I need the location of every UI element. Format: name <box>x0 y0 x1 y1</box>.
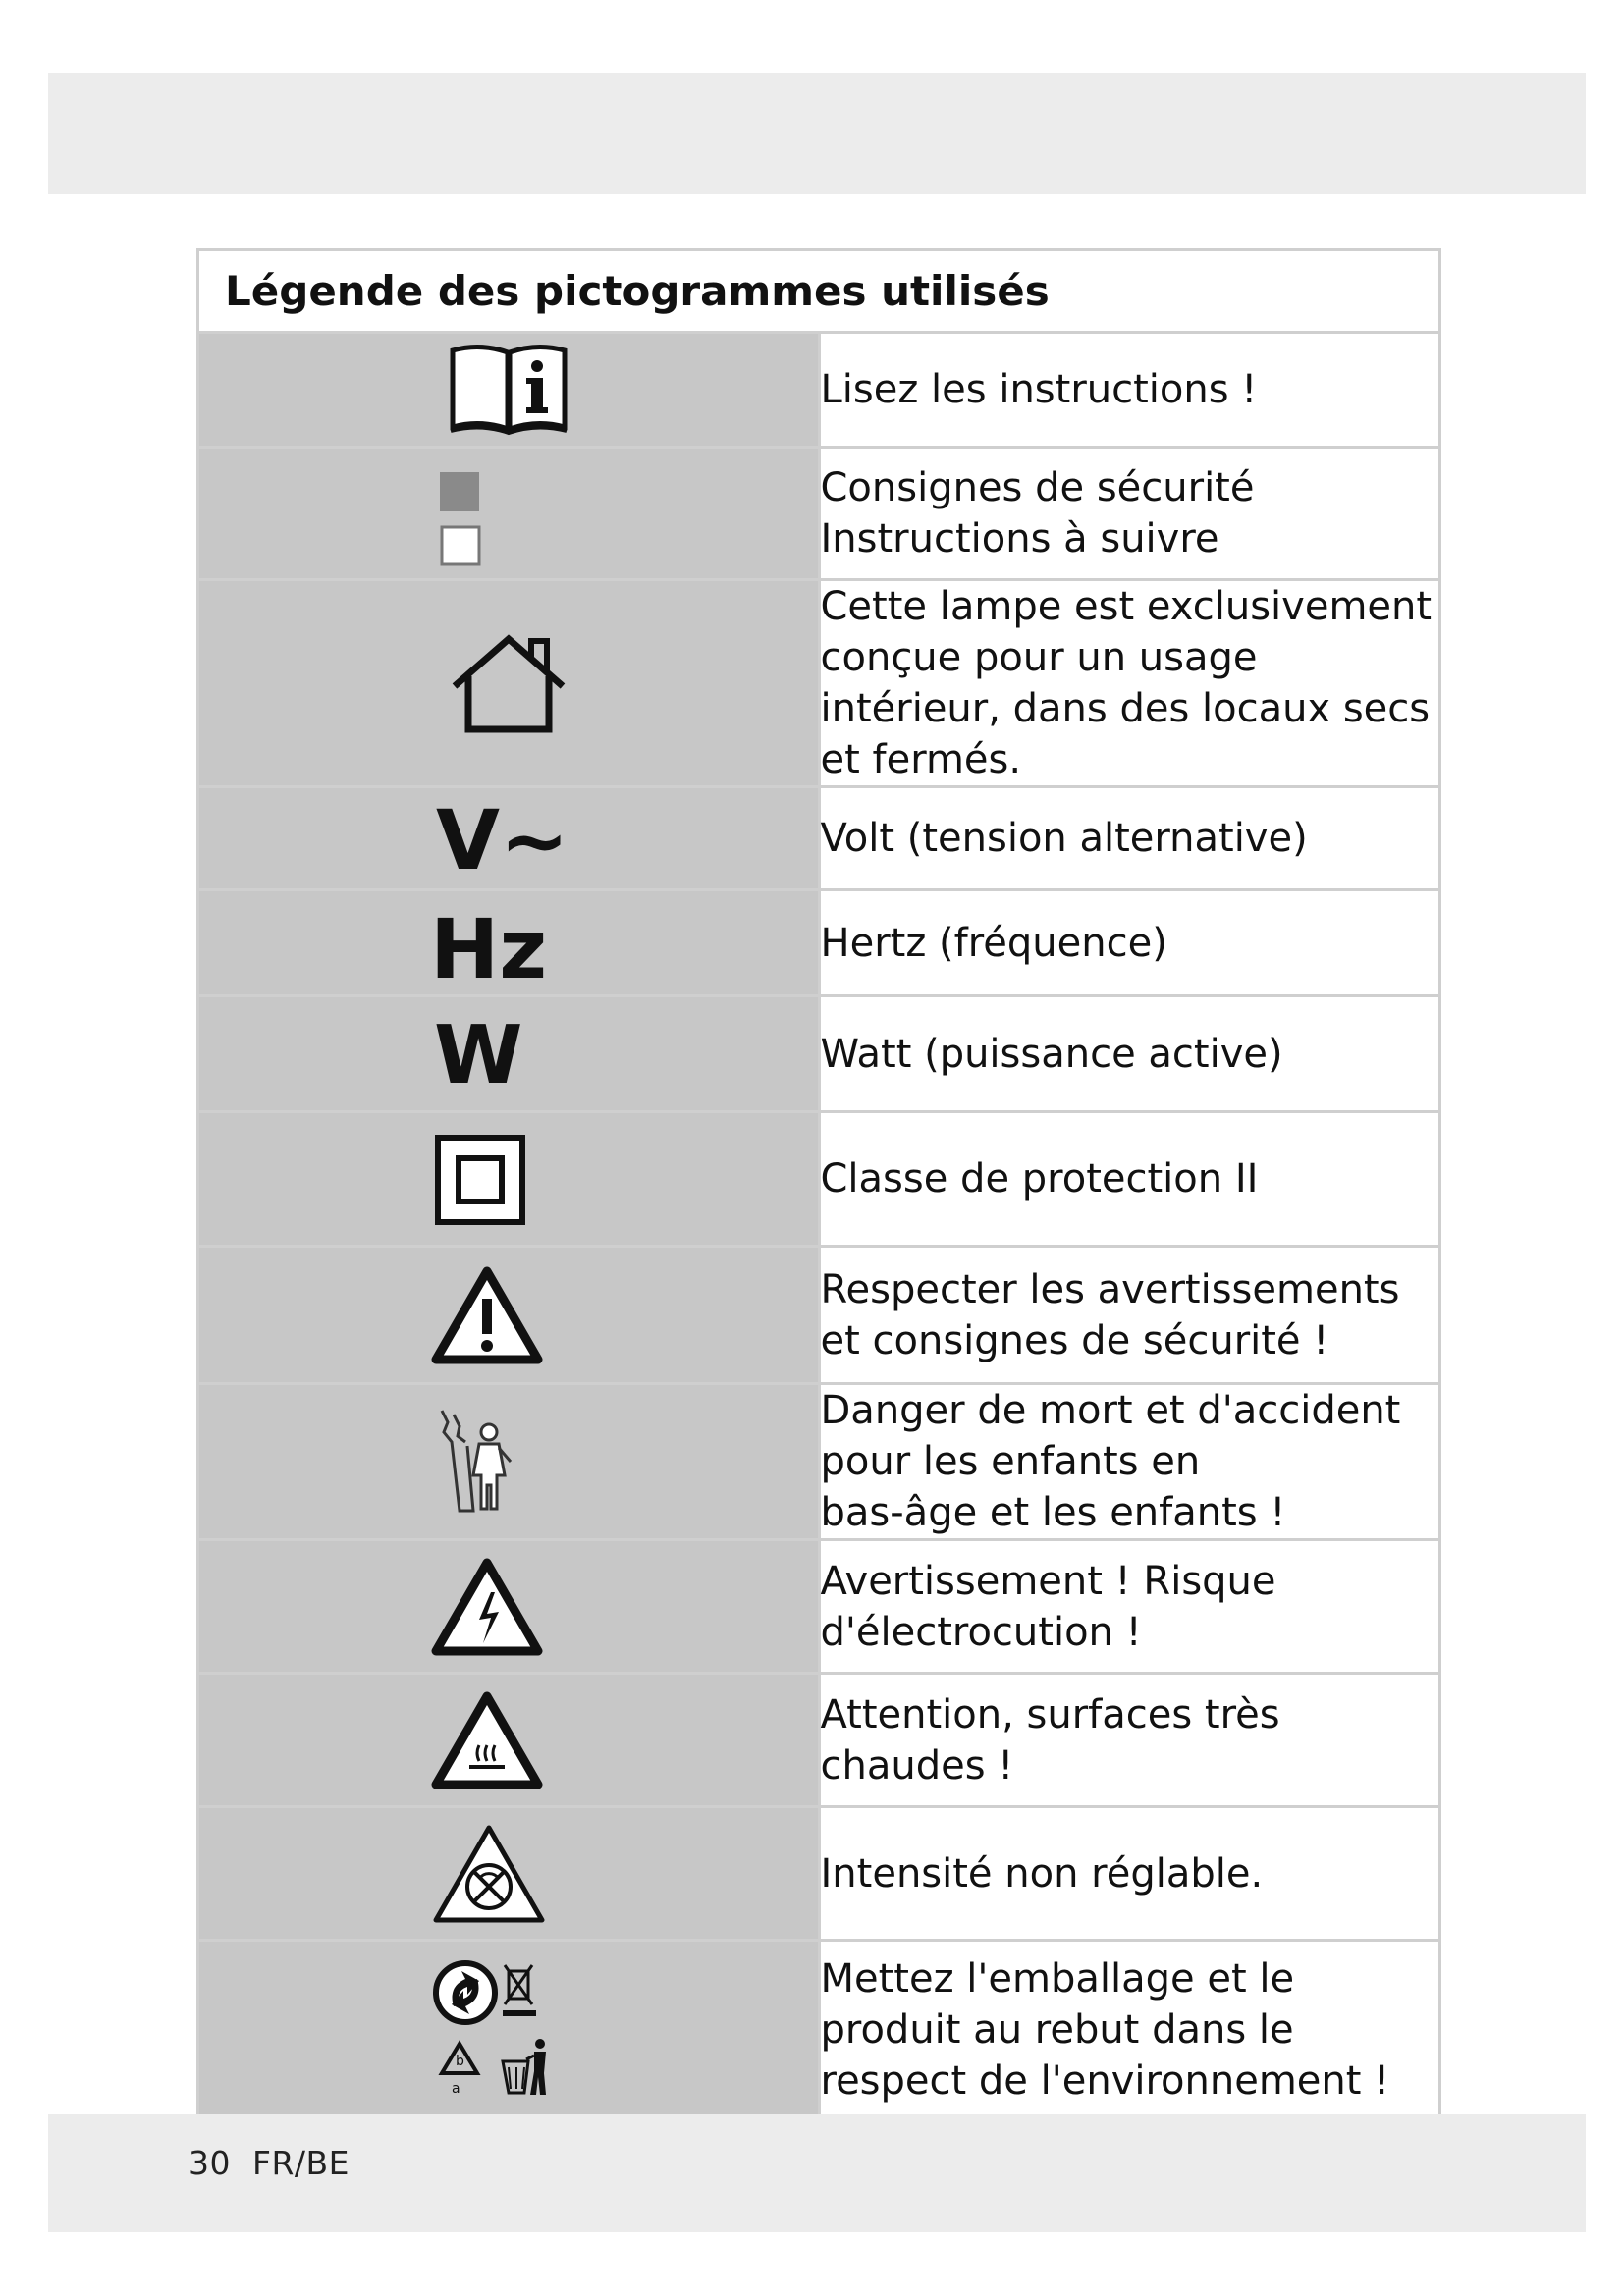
legend-row <box>198 1807 1440 1941</box>
no-dimming-icon <box>198 1807 820 1941</box>
crossed-bin-icon <box>503 1965 536 2016</box>
house-icon <box>198 580 820 787</box>
legend-description: Volt (tension alternative) <box>819 787 1440 890</box>
legend-description: Cette lampe est exclusivement conçue pour un usage intérieur, dans des locaux secs et fermés. <box>819 580 1440 787</box>
legend-row <box>198 1112 1440 1247</box>
legend-row <box>198 580 1440 787</box>
legend-row <box>198 1674 1440 1807</box>
svg-text:b: b <box>455 2053 464 2069</box>
legend-description: Lisez les instructions ! <box>819 333 1440 448</box>
legend-description: Classe de protection II <box>819 1112 1440 1247</box>
page-number: 30 FR/BE <box>189 2144 350 2182</box>
green-dot-icon <box>436 1963 495 2022</box>
svg-text:W: W <box>433 1009 523 1098</box>
volt-ac-icon <box>198 787 820 890</box>
electric-shock-icon <box>198 1540 820 1674</box>
warning-exclamation-icon <box>198 1247 820 1384</box>
legend-header-row <box>198 250 1440 333</box>
legend-row <box>198 890 1440 996</box>
legend-description: Hertz (fréquence) <box>819 890 1440 996</box>
hertz-icon <box>198 890 820 996</box>
watt-icon <box>198 996 820 1112</box>
svg-text:a: a <box>451 2080 460 2097</box>
legend-row <box>198 1247 1440 1384</box>
legend-row <box>198 1540 1440 1674</box>
legend-row <box>198 1941 1440 2119</box>
child-danger-icon <box>198 1384 820 1540</box>
legend-row <box>198 448 1440 580</box>
hot-surface-icon <box>198 1674 820 1807</box>
svg-text:V~: V~ <box>435 794 569 882</box>
legend-row <box>198 333 1440 448</box>
legend-description: Danger de mort et d'accident pour les enfants en bas-âge et les enfants ! <box>819 1384 1440 1540</box>
pictogram-legend-table <box>196 248 1441 2120</box>
header-band <box>48 73 1586 194</box>
legend-row <box>198 787 1440 890</box>
recycle-triangle-icon <box>442 2044 477 2097</box>
read-instructions-icon <box>198 333 820 448</box>
legend-row <box>198 996 1440 1112</box>
legend-title: Légende des pictogrammes utilisés <box>198 250 1440 333</box>
legend-description: Respecter les avertissements et consignes de sécurité ! <box>819 1247 1440 1384</box>
legend-description: Avertissement ! Risque d'électrocution ! <box>819 1540 1440 1674</box>
recycling-icons <box>198 1941 820 2119</box>
svg-text:Hz: Hz <box>429 900 547 988</box>
legend-row <box>198 1384 1440 1540</box>
protection-class-ii-icon <box>198 1112 820 1247</box>
legend-description: Mettez l'emballage et le produit au rebut dans le respect de l'environnement ! <box>819 1941 1440 2119</box>
safety-squares-icon <box>198 448 820 580</box>
legend-description: Attention, surfaces très chaudes ! <box>819 1674 1440 1807</box>
legend-description: Consignes de sécurité Instructions à suivre <box>819 448 1440 580</box>
legend-description: Intensité non réglable. <box>819 1807 1440 1941</box>
trash-disposal-icon <box>503 2039 546 2095</box>
legend-description: Watt (puissance active) <box>819 996 1440 1112</box>
